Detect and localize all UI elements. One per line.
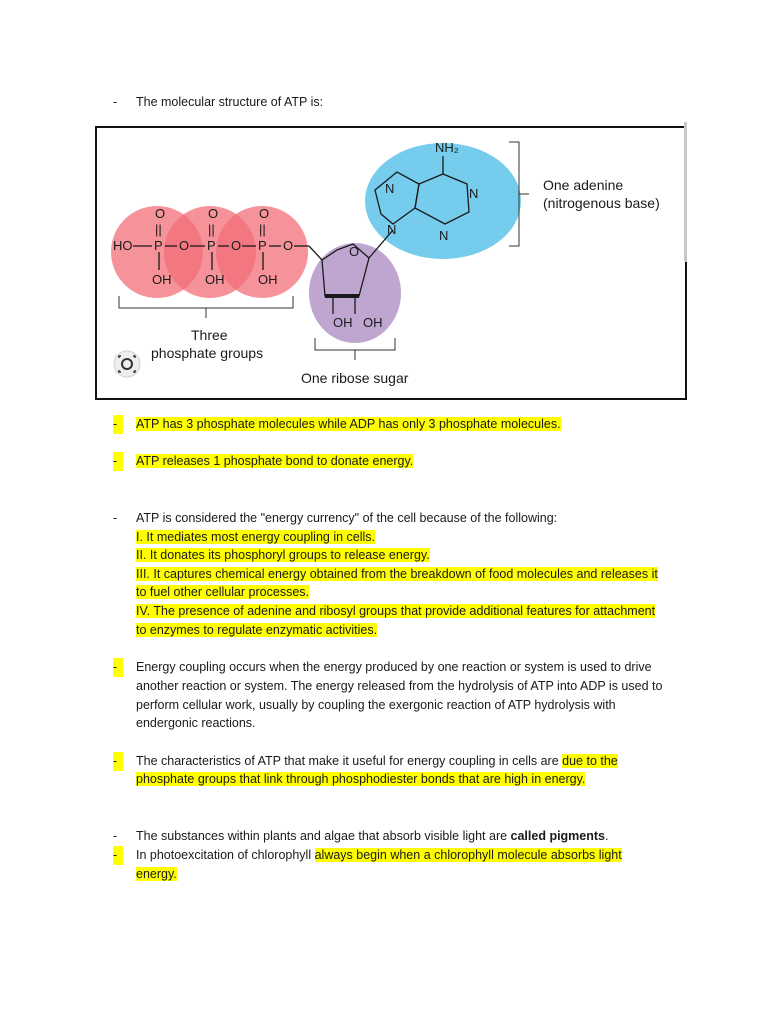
phosphate-o-1: O: [155, 206, 166, 221]
currency-line-1: I. It mediates most energy coupling in cells.: [136, 530, 376, 544]
bullet-atp-releases: ATP releases 1 phosphate bond to donate energy.: [136, 454, 414, 468]
photo-highlight-1: always begin when a chlorophyll molecule absorbs light: [314, 848, 622, 862]
oh-2: OH: [205, 272, 225, 287]
bullet-dash: -: [113, 658, 123, 677]
phosphate-label-1: Three: [191, 327, 228, 343]
bullet-dash: -: [113, 415, 123, 434]
double-bond-2: ||: [208, 222, 215, 237]
phosphate-o-2: O: [208, 206, 219, 221]
currency-line-6: to enzymes to regulate enzymatic activities.: [136, 623, 378, 637]
intro-text: The molecular structure of ATP is:: [136, 95, 324, 109]
atp-diagram: [97, 128, 685, 398]
bullet-dash: -: [113, 95, 118, 109]
double-bond-3: ||: [259, 222, 266, 237]
ribose-label: One ribose sugar: [301, 370, 409, 386]
sugar-oh-1: OH: [333, 315, 353, 330]
photo-line-1: [136, 846, 622, 865]
currency-intro: ATP is considered the "energy currency" of the cell because of the following:: [136, 511, 558, 525]
n-atom-3: N: [387, 222, 397, 237]
bullet-atp-adp: ATP has 3 phosphate molecules while ADP has only 3 phosphate molecules.: [136, 417, 561, 431]
currency-line-3: III. It captures chemical energy obtained from the breakdown of food molecules and releases it: [136, 567, 658, 581]
phosphate-o-3: O: [259, 206, 270, 221]
atp-structure-figure: [95, 126, 687, 400]
phosphate-label-2: phosphate groups: [151, 345, 264, 361]
chain-o-3: O: [283, 238, 294, 253]
bullet-dash: -: [113, 829, 118, 843]
chain-o-1: O: [179, 238, 190, 253]
pigments-bold: called pigments: [510, 829, 606, 843]
nh2-label: NH₂: [435, 140, 459, 155]
bullet-dash: -: [113, 452, 123, 471]
bullet-dash: -: [113, 846, 123, 865]
photo-plain: In photoexcitation of chlorophyll: [136, 848, 315, 862]
photo-highlight-2: energy.: [136, 867, 177, 881]
characteristics-highlight-2: phosphate groups that link through phosphodiester bonds that are high in energy.: [136, 772, 586, 786]
n-atom-1: N: [385, 181, 395, 196]
currency-line-2: II. It donates its phosphoryl groups to release energy.: [136, 548, 430, 562]
characteristics-highlight-1: due to the: [562, 754, 618, 768]
oh-1: OH: [152, 272, 172, 287]
oh-3: OH: [258, 272, 278, 287]
pigments-line: [136, 827, 609, 846]
coupling-line-3: perform cellular work, usually by coupling the exergonic reaction of ATP hydrolysis with: [136, 698, 616, 712]
pigments-end: .: [605, 829, 609, 843]
chain-p-1: P: [154, 238, 163, 253]
bullet-dash: -: [113, 511, 118, 525]
characteristics-line-1: [136, 752, 618, 771]
chain-o-2: O: [231, 238, 242, 253]
characteristics-plain: The characteristics of ATP that make it useful for energy coupling in cells are: [136, 754, 563, 768]
chain-p-3: P: [258, 238, 267, 253]
pigments-plain: The substances within plants and algae that absorb visible light are: [136, 829, 511, 843]
lens-search-icon[interactable]: [114, 351, 140, 377]
coupling-line-2: another reaction or system. The energy released from the hydrolysis of ATP into ADP is used to: [136, 679, 663, 693]
n-atom-2: N: [469, 186, 479, 201]
chain-p-2: P: [207, 238, 216, 253]
adenine-label-1: One adenine: [543, 177, 624, 193]
sugar-oh-2: OH: [363, 315, 383, 330]
n-atom-4: N: [439, 228, 449, 243]
double-bond-1: ||: [155, 222, 162, 237]
figure-scrollbar[interactable]: [684, 122, 687, 262]
coupling-line-4: endergonic reactions.: [136, 716, 256, 730]
adenine-label-2: (nitrogenous base): [543, 195, 660, 211]
currency-line-5: IV. The presence of adenine and ribosyl groups that provide additional features for attachment: [136, 604, 656, 618]
coupling-line-1: Energy coupling occurs when the energy produced by one reaction or system is used to drive: [136, 660, 652, 674]
currency-line-4: to fuel other cellular processes.: [136, 585, 310, 599]
ring-o: O: [349, 244, 360, 259]
chain-ho: HO: [113, 238, 133, 253]
bullet-dash: -: [113, 752, 123, 771]
